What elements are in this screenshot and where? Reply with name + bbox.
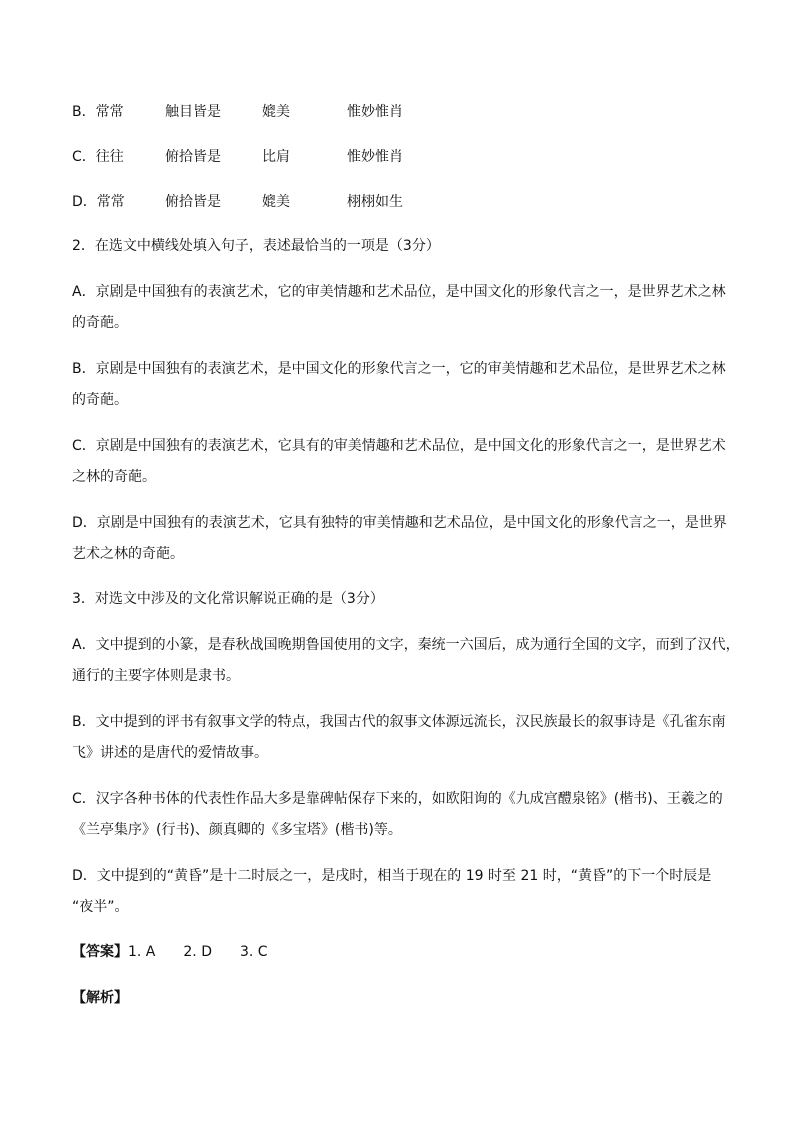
q3-option-d-line2: “夜半”。: [72, 899, 129, 915]
answer-label: 【答案】: [72, 944, 128, 960]
q3-stem: 3．对选文中涉及的文化常识解说正确的是（3分）: [72, 591, 384, 607]
option-word-3: 惟妙惟肖: [347, 104, 403, 120]
q3-option-a-line2: 通行的主要字体则是隶书。: [72, 668, 240, 684]
q3-option-a-line1: A．文中提到的小篆，是春秋战国晚期鲁国使用的文字，秦统一六国后，成为通行全国的文字，而到了汉代，: [72, 637, 740, 653]
q2-option-b-line2: 的奇葩。: [72, 392, 128, 408]
analysis-label: 【解析】: [72, 990, 128, 1006]
q2-option-d-line1: D．京剧是中国独有的表演艺术，它具有独特的审美情趣和艺术品位，是中国文化的形象代言之一，是世界: [72, 515, 727, 531]
answer-text: 1. A 2. D 3. C: [128, 944, 268, 960]
q3-option-b-line2: 飞》讲述的是唐代的爱情故事。: [72, 745, 268, 761]
q2-option-c-line2: 之林的奇葩。: [72, 469, 156, 485]
q3-option-c-line2: 《兰亭集序》(行书)、颜真卿的《多宝塔》(楷书)等。: [72, 822, 402, 838]
option-word-3: 惟妙惟肖: [347, 149, 403, 165]
option-word-1: 俯拾皆是: [165, 149, 221, 165]
q1-option-d: [72, 192, 492, 212]
q1-option-b: [72, 102, 492, 122]
option-word-3: 栩栩如生: [347, 194, 403, 210]
q3-option-d-line1: D．文中提到的“黄昏”是十二时辰之一，是戌时，相当于现在的 19 时至 21 时，“黄昏”的下一个时辰是: [72, 868, 712, 884]
q2-stem: 2．在选文中横线处填入句子，表述最恰当的一项是（3分）: [72, 238, 440, 254]
q2-option-a-line2: 的奇葩。: [72, 315, 128, 331]
option-word-2: 比肩: [262, 149, 290, 165]
q3-option-b-line1: B．文中提到的评书有叙事文学的特点，我国古代的叙事文体源远流长，汉民族最长的叙事诗是《孔雀东南: [72, 714, 726, 730]
option-word-1: 俯拾皆是: [165, 194, 221, 210]
answer-line: [72, 942, 268, 962]
q1-option-c: [72, 147, 492, 167]
option-letter: C．往往: [72, 149, 124, 165]
option-word-2: 媲美: [262, 194, 290, 210]
option-word-2: 媲美: [262, 104, 290, 120]
q2-option-b-line1: B．京剧是中国独有的表演艺术，是中国文化的形象代言之一，它的审美情趣和艺术品位，是世界艺术之林: [72, 361, 726, 377]
option-word-1: 触目皆是: [165, 104, 221, 120]
q2-option-a-line1: A．京剧是中国独有的表演艺术，它的审美情趣和艺术品位，是中国文化的形象代言之一，是世界艺术之林: [72, 284, 726, 300]
q2-option-d-line2: 艺术之林的奇葩。: [72, 546, 184, 562]
q2-option-c-line1: C．京剧是中国独有的表演艺术，它具有的审美情趣和艺术品位，是中国文化的形象代言之一，是世界艺术: [72, 438, 726, 454]
option-letter: B．常常: [72, 104, 124, 120]
q3-option-c-line1: C．汉字各种书体的代表性作品大多是靠碑帖保存下来的，如欧阳询的《九成宫醴泉铭》(楷书)、王羲之的: [72, 791, 723, 807]
option-letter: D．常常: [72, 194, 125, 210]
